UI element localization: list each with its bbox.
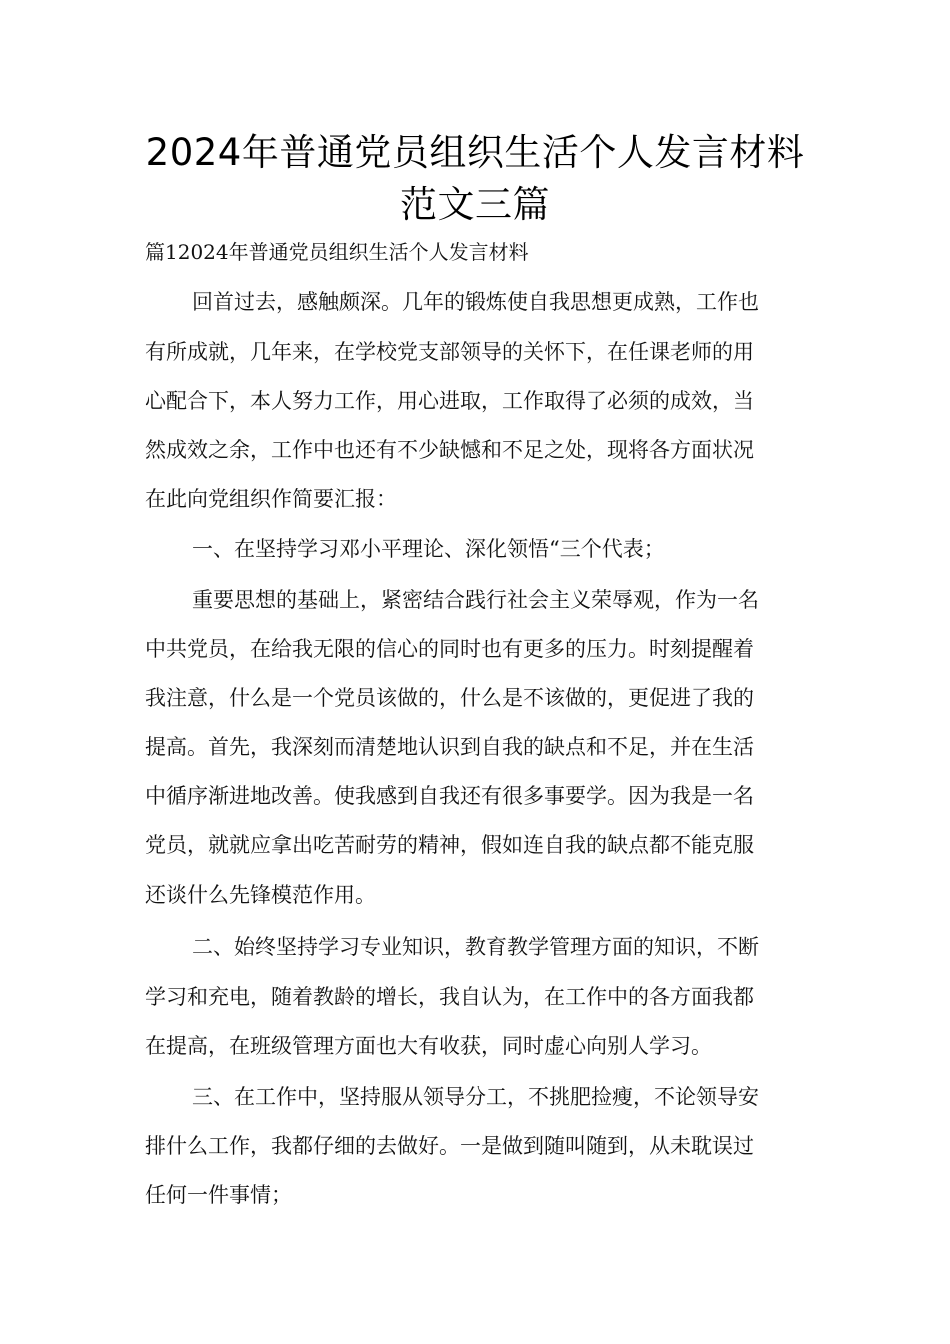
paragraph-3-line-3: 我注意，什么是一个党员该做的，什么是不该做的，更促进了我的 <box>145 686 754 710</box>
paragraph-4-line-1: 二、始终坚持学习专业知识，教育教学管理方面的知识，不断 <box>192 935 759 959</box>
paragraph-1-line-1: 回首过去，感触颇深。几年的锻炼使自我思想更成熟，工作也 <box>192 290 759 314</box>
paragraph-3-line-6: 党员，就就应拿出吃苦耐劳的精神，假如连自我的缺点都不能克服 <box>145 833 754 857</box>
section-heading: 篇12024年普通党员组织生活个人发言材料 <box>145 240 529 264</box>
paragraph-3-line-5: 中循序渐进地改善。使我感到自我还有很多事要学。因为我是一名 <box>145 784 754 808</box>
paragraph-4-line-2: 学习和充电，随着教龄的增长，我自认为，在工作中的各方面我都 <box>145 985 754 1009</box>
paragraph-3-line-1: 重要思想的基础上，紧密结合践行社会主义荣辱观，作为一名 <box>192 588 759 612</box>
paragraph-2-line-1: 一、在坚持学习邓小平理论、深化领悟“三个代表； <box>192 537 665 561</box>
document-title-line-2: 范文三篇 <box>400 183 550 226</box>
paragraph-1-line-2: 有所成就，几年来，在学校党支部领导的关怀下，在任课老师的用 <box>145 340 754 364</box>
paragraph-5-line-3: 任何一件事情； <box>145 1183 292 1207</box>
paragraph-1-line-4: 然成效之余，工作中也还有不少缺憾和不足之处，现将各方面状况 <box>145 438 754 462</box>
paragraph-5-line-1: 三、在工作中，坚持服从领导分工，不挑肥捡瘦，不论领导安 <box>192 1085 759 1109</box>
paragraph-4-line-3: 在提高，在班级管理方面也大有收获，同时虚心向别人学习。 <box>145 1034 712 1058</box>
document-title-line-1: 2024年普通党员组织生活个人发言材料 <box>145 131 805 174</box>
paragraph-1-line-5: 在此向党组织作简要汇报： <box>145 487 397 511</box>
paragraph-3-line-4: 提高。首先，我深刻而清楚地认识到自我的缺点和不足，并在生活 <box>145 735 754 759</box>
paragraph-1-line-3: 心配合下，本人努力工作，用心进取，工作取得了必须的成效，当 <box>145 389 754 413</box>
paragraph-3-line-2: 中共党员，在给我无限的信心的同时也有更多的压力。时刻提醒着 <box>145 637 754 661</box>
paragraph-5-line-2: 排什么工作，我都仔细的去做好。一是做到随叫随到，从未耽误过 <box>145 1134 754 1158</box>
paragraph-3-line-7: 还谈什么先锋模范作用。 <box>145 883 376 907</box>
